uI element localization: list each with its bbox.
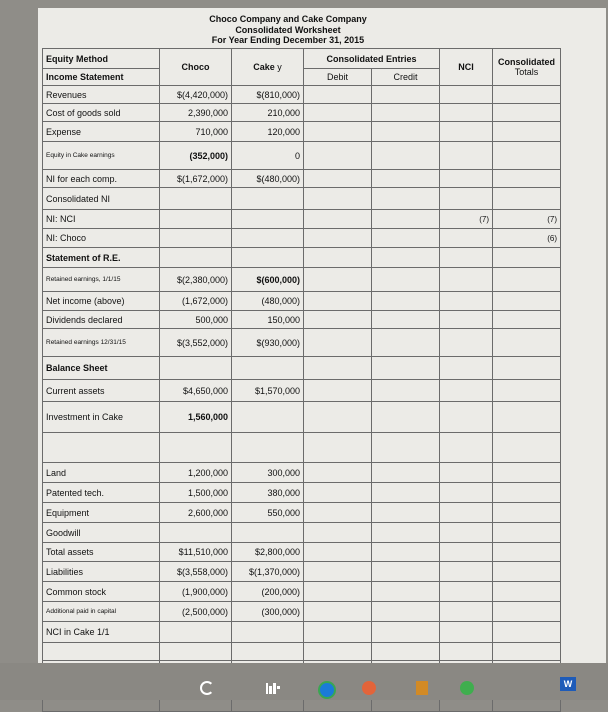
nci-value [440,433,493,463]
nci-value [440,402,493,433]
choco-value: (2,500,000) [160,602,232,622]
nci-value [440,543,493,562]
consolidated-total-value [493,170,561,188]
debit-cell [304,562,372,582]
credit-cell [372,292,440,311]
debit-cell [304,210,372,229]
consolidated-total-value [493,523,561,543]
consolidated-total-value [493,543,561,562]
row-label: NI for each comp. [43,170,160,188]
row-label: Current assets [43,380,160,402]
choco-value: 2,390,000 [160,104,232,122]
word-icon[interactable]: W [560,677,576,691]
choco-value: (1,672,000) [160,292,232,311]
credit-cell [372,602,440,622]
worksheet-table [42,48,561,712]
choco-value [160,357,232,380]
worksheet-row [43,122,561,142]
choco-value: (1,900,000) [160,582,232,602]
cake-value [232,210,304,229]
nci-value [440,188,493,210]
file-explorer-icon[interactable] [266,681,280,692]
row-label: NI: NCI [43,210,160,229]
worksheet-row [43,543,561,562]
nci-value [440,523,493,543]
row-label: Land [43,463,160,483]
worksheet-row [43,311,561,329]
nci-value [440,104,493,122]
nci-value [440,268,493,292]
credit-cell [372,170,440,188]
cake-value [232,402,304,433]
credit-cell [372,104,440,122]
choco-value [160,643,232,661]
cake-value: 550,000 [232,503,304,523]
nci-value [440,357,493,380]
worksheet-row [43,582,561,602]
worksheet-row [43,142,561,170]
credit-cell [372,357,440,380]
nci-value [440,562,493,582]
nci-value [440,380,493,402]
worksheet-row [43,104,561,122]
app-icon[interactable] [416,681,428,695]
cake-value: $(1,370,000) [232,562,304,582]
nci-value [440,122,493,142]
cake-value: $1,570,000 [232,380,304,402]
nci-column-header: NCI [440,49,493,86]
choco-value: 2,600,000 [160,503,232,523]
choco-value: $(4,420,000) [160,86,232,104]
consolidated-total-value [493,86,561,104]
cake-value [232,229,304,248]
credit-column-header: Credit [372,69,440,86]
consolidated-total-value [493,268,561,292]
debit-cell [304,229,372,248]
credit-cell [372,643,440,661]
cake-value [232,643,304,661]
choco-value [160,622,232,643]
row-label: Expense [43,122,160,142]
debit-cell [304,602,372,622]
debit-cell [304,402,372,433]
credit-cell [372,483,440,503]
worksheet-row [43,433,561,463]
choco-value [160,523,232,543]
nci-value [440,86,493,104]
credit-cell [372,248,440,268]
consolidated-total-value [493,562,561,582]
consolidated-total-value [493,622,561,643]
debit-cell [304,86,372,104]
worksheet-row [43,402,561,433]
credit-cell [372,229,440,248]
consolidated-total-value [493,248,561,268]
nci-value [440,582,493,602]
debit-cell [304,582,372,602]
row-label: NCI in Cake 1/1 [43,622,160,643]
credit-cell [372,402,440,433]
nci-value [440,292,493,311]
cake-value: $(930,000) [232,329,304,357]
debit-cell [304,104,372,122]
row-label: Total assets [43,543,160,562]
debit-cell [304,380,372,402]
credit-cell [372,433,440,463]
worksheet-row [43,248,561,268]
debit-cell [304,622,372,643]
chrome-icon[interactable] [318,681,336,699]
debit-cell [304,523,372,543]
worksheet-header [38,14,538,46]
choco-value: 1,560,000 [160,402,232,433]
cake-value: $2,800,000 [232,543,304,562]
credit-cell [372,188,440,210]
nci-value [440,311,493,329]
choco-value [160,248,232,268]
credit-cell [372,122,440,142]
worksheet-title: Consolidated Worksheet [235,24,341,35]
worksheet-row [43,503,561,523]
cake-value: (200,000) [232,582,304,602]
consolidated-total-value [493,463,561,483]
store-icon[interactable] [460,681,474,695]
period-title: For Year Ending December 31, 2015 [211,35,365,45]
cake-value [232,188,304,210]
debit-cell [304,483,372,503]
cake-column-header: Cake y [232,49,304,86]
worksheet-row [43,268,561,292]
row-label: Retained earnings, 1/1/15 [43,268,160,292]
cake-value: 0 [232,142,304,170]
cake-value: $(810,000) [232,86,304,104]
row-label [43,433,160,463]
row-label: Consolidated NI [43,188,160,210]
consolidated-totals-header: Consolidated Totals [493,49,561,86]
company-title: Choco Company and Cake Company [209,14,367,24]
consolidated-total-value [493,188,561,210]
income-statement-label: Income Statement [43,69,160,86]
row-label: Goodwill [43,523,160,543]
debit-cell [304,329,372,357]
nci-value [440,622,493,643]
row-label: Retained earnings 12/31/15 [43,329,160,357]
choco-value [160,210,232,229]
credit-cell [372,463,440,483]
consolidated-total-value [493,602,561,622]
choco-value: 1,500,000 [160,483,232,503]
row-label: Dividends declared [43,311,160,329]
debit-cell [304,433,372,463]
consolidated-total-value [493,357,561,380]
row-label: Investment in Cake [43,402,160,433]
credit-cell [372,380,440,402]
worksheet-row [43,380,561,402]
choco-value: $(3,558,000) [160,562,232,582]
consolidated-total-value [493,483,561,503]
credit-cell [372,523,440,543]
cake-value: $(600,000) [232,268,304,292]
nci-value [440,503,493,523]
row-label: Patented tech. [43,483,160,503]
debit-cell [304,357,372,380]
cake-mark: y [277,62,282,72]
nci-value [440,329,493,357]
consolidated-total-value: (7) [493,210,561,229]
credit-cell [372,268,440,292]
choco-column-header: Choco [160,49,232,86]
debit-cell [304,311,372,329]
choco-value: 710,000 [160,122,232,142]
nci-value [440,229,493,248]
debit-cell [304,503,372,523]
choco-value: $4,650,000 [160,380,232,402]
row-label: Equipment [43,503,160,523]
choco-value [160,433,232,463]
nci-value [440,142,493,170]
worksheet-row [43,357,561,380]
cake-value: 120,000 [232,122,304,142]
consolidated-total-value [493,142,561,170]
nci-value: (7) [440,210,493,229]
worksheet-row [43,523,561,543]
row-label: Net income (above) [43,292,160,311]
worksheet-row [43,188,561,210]
consolidated-entries-header: Consolidated Entries [304,49,440,69]
worksheet-row [43,229,561,248]
debit-column-header: Debit [304,69,372,86]
choco-value: 1,200,000 [160,463,232,483]
consolidated-total-value: (6) [493,229,561,248]
choco-value [160,229,232,248]
nci-value [440,248,493,268]
worksheet-row [43,643,561,661]
consolidated-total-value [493,122,561,142]
nci-value [440,643,493,661]
row-label: Liabilities [43,562,160,582]
consolidated-total-value [493,292,561,311]
credit-cell [372,311,440,329]
consolidated-total-value [493,311,561,329]
debit-cell [304,643,372,661]
worksheet-row [43,463,561,483]
consolidated-total-value [493,104,561,122]
credit-cell [372,622,440,643]
credit-cell [372,142,440,170]
cake-value [232,433,304,463]
consolidated-total-value [493,380,561,402]
credit-cell [372,582,440,602]
debit-cell [304,142,372,170]
choco-value: $(2,380,000) [160,268,232,292]
consolidated-total-value [493,402,561,433]
taskbar [0,663,608,700]
row-label: Balance Sheet [43,357,160,380]
cake-value: 150,000 [232,311,304,329]
cake-value: 380,000 [232,483,304,503]
worksheet-row [43,210,561,229]
choco-value: $(1,672,000) [160,170,232,188]
nci-value [440,483,493,503]
photos-icon[interactable] [362,681,376,695]
equity-method-label: Equity Method [43,49,160,69]
cake-value [232,622,304,643]
nci-value [440,170,493,188]
row-label: NI: Choco [43,229,160,248]
header-row-1 [43,49,561,69]
cake-value: $(480,000) [232,170,304,188]
consolidated-total-value [493,503,561,523]
row-label: Equity in Cake earnings [43,142,160,170]
choco-value: 500,000 [160,311,232,329]
cake-value: 300,000 [232,463,304,483]
consolidated-total-value [493,433,561,463]
worksheet-row [43,562,561,582]
cake-value: (300,000) [232,602,304,622]
edge-browser-icon[interactable] [200,681,214,695]
credit-cell [372,329,440,357]
consolidated-total-value [493,329,561,357]
nci-value [440,463,493,483]
worksheet-row [43,170,561,188]
choco-value [160,188,232,210]
credit-cell [372,543,440,562]
choco-value: $11,510,000 [160,543,232,562]
row-label: Cost of goods sold [43,104,160,122]
credit-cell [372,210,440,229]
consolidated-total-value [493,643,561,661]
row-label: Additional paid in capital [43,602,160,622]
worksheet-row [43,86,561,104]
worksheet-row [43,292,561,311]
debit-cell [304,543,372,562]
row-label: Statement of R.E. [43,248,160,268]
cake-value [232,357,304,380]
cake-value [232,248,304,268]
row-label: Common stock [43,582,160,602]
choco-value: (352,000) [160,142,232,170]
debit-cell [304,292,372,311]
row-label [43,643,160,661]
credit-cell [372,562,440,582]
worksheet-row [43,483,561,503]
debit-cell [304,248,372,268]
credit-cell [372,503,440,523]
debit-cell [304,170,372,188]
debit-cell [304,122,372,142]
cake-value: (480,000) [232,292,304,311]
worksheet-row [43,622,561,643]
debit-cell [304,188,372,210]
credit-cell [372,86,440,104]
debit-cell [304,268,372,292]
consolidated-total-value [493,582,561,602]
worksheet-row [43,602,561,622]
debit-cell [304,463,372,483]
cake-value [232,523,304,543]
choco-value: $(3,552,000) [160,329,232,357]
cake-value: 210,000 [232,104,304,122]
nci-value [440,602,493,622]
row-label: Revenues [43,86,160,104]
worksheet-page [38,8,606,663]
worksheet-row [43,329,561,357]
